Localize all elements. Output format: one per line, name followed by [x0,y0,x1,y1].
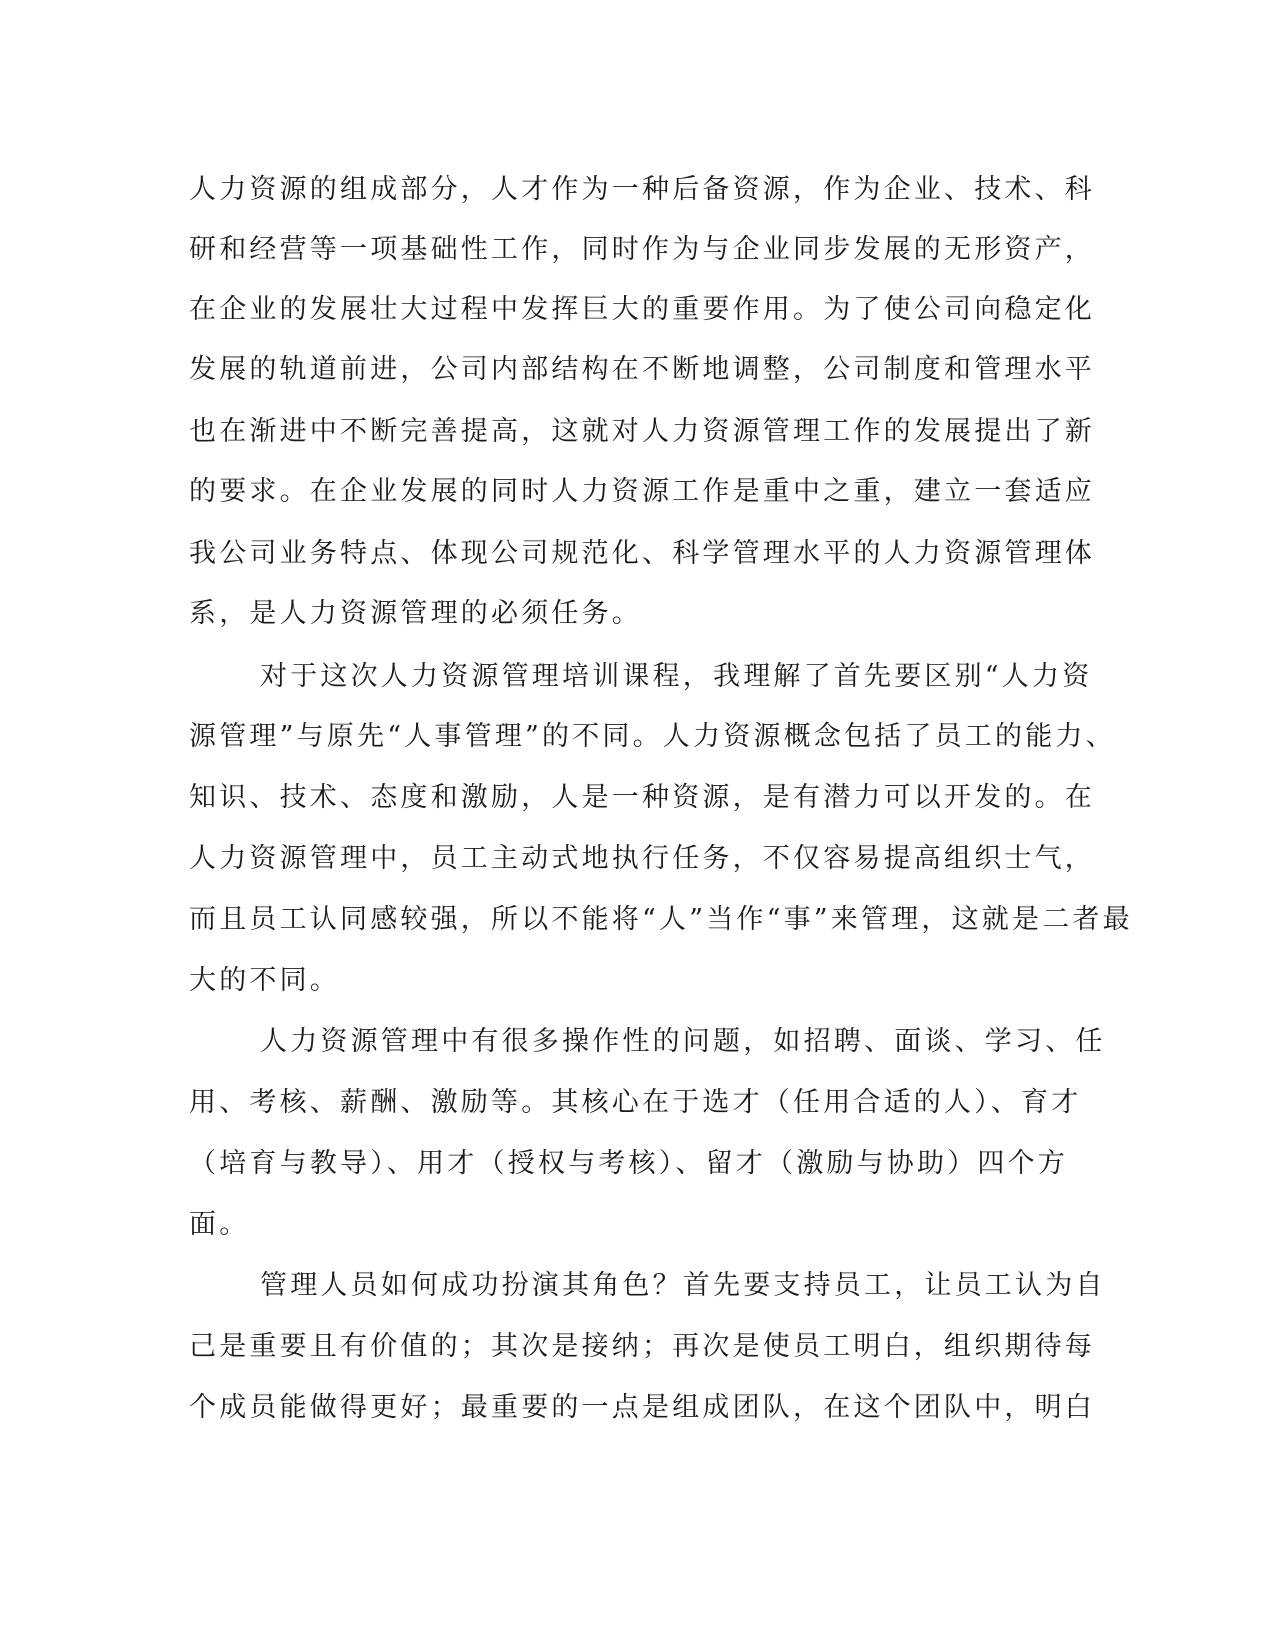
body-text-line: 我公司业务特点、体现公司规范化、科学管理水平的人力资源管理体 [189,538,1095,569]
body-text-line: 大的不同。 [189,965,340,996]
body-text-line: 也在渐进中不断完善提高，这就对人力资源管理工作的发展提出了新 [189,416,1095,447]
body-text-line: 人力资源管理中，员工主动式地执行任务，不仅容易提高组织士气， [189,843,1095,874]
body-text-line: 研和经营等一项基础性工作，同时作为与企业同步发展的无形资产， [189,234,1095,265]
body-text-line: 用、考核、薪酬、激励等。其核心在于选才（任用合适的人）、育才 [189,1087,1082,1118]
paragraph-first-line: 管理人员如何成功扮演其角色？首先要支持员工，让员工认为自 [260,1270,1106,1301]
body-text-line: 在企业的发展壮大过程中发挥巨大的重要作用。为了使公司向稳定化 [189,294,1095,325]
body-text-line: 系，是人力资源管理的必须任务。 [189,598,642,629]
body-text-line: 人力资源的组成部分，人才作为一种后备资源，作为企业、技术、科 [189,174,1095,205]
paragraph-first-line: 人力资源管理中有很多操作性的问题，如招聘、面谈、学习、任 [260,1026,1106,1057]
body-text-line: 知识、技术、态度和激励，人是一种资源，是有潜力可以开发的。在 [189,782,1095,813]
body-text-line: 的要求。在企业发展的同时人力资源工作是重中之重，建立一套适应 [189,476,1095,507]
paragraph-first-line: 对于这次人力资源管理培训课程，我理解了首先要区别“人力资 [260,661,1093,692]
body-text-line: 个成员能做得更好；最重要的一点是组成团队，在这个团队中，明白 [189,1392,1095,1423]
body-text-line: （培育与教导）、用才（授权与考核）、留才（激励与协助）四个方 [189,1148,1068,1179]
body-text-line: 源管理”与原先“人事管理”的不同。人力资源概念包括了员工的能力、 [189,721,1116,752]
body-text-line: 面。 [189,1209,250,1240]
body-text-line: 发展的轨道前进，公司内部结构在不断地调整，公司制度和管理水平 [189,354,1095,385]
body-text-line: 而且员工认同感较强，所以不能将“人”当作“事”来管理，这就是二者最 [189,904,1133,935]
body-text-line: 己是重要且有价值的；其次是接纳；再次是使员工明白，组织期待每 [189,1331,1095,1362]
